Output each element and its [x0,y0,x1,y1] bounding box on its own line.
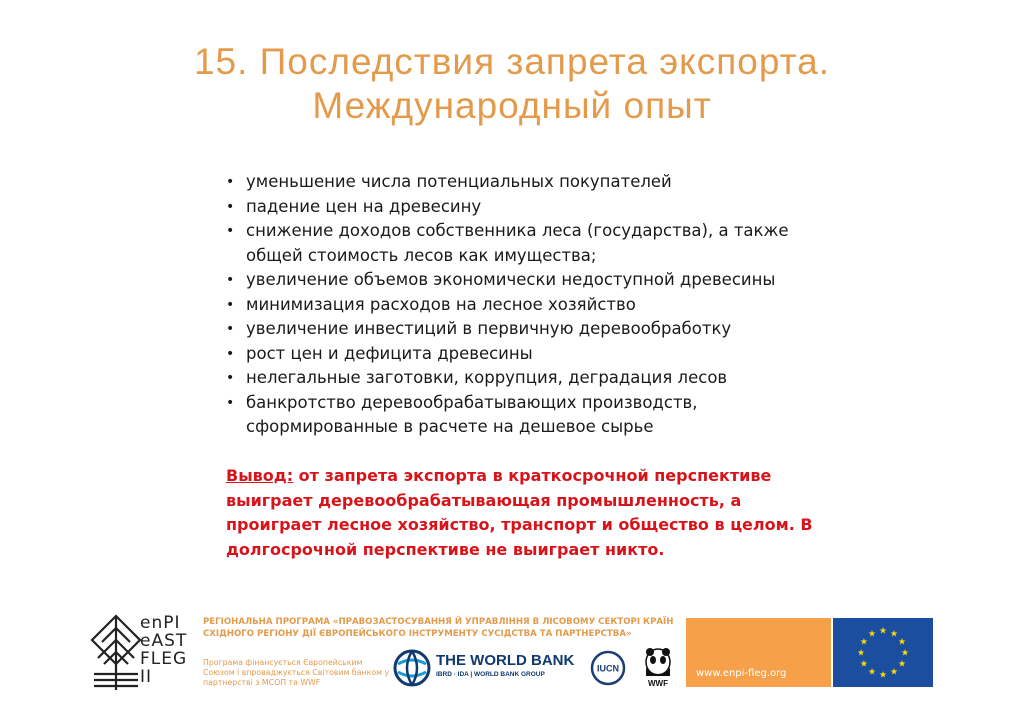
bullet-icon: • [226,223,235,239]
list-item: • нелегальные заготовки, коррупция, деградация лесов [226,366,806,391]
list-item: • банкротство деревообрабатывающих производств, сформированные в расчете на дешевое сырье [226,392,698,436]
eu-star-icon: ★ [867,629,877,640]
list-item: • увеличение инвестиций в первичную деревообработку [226,317,806,342]
bullet-icon: • [226,321,235,337]
slide-title-line-1: 15. Последствия запрета экспорта. [193,41,831,82]
conclusion [226,464,826,562]
eu-star-icon: ★ [859,637,868,648]
conclusion-text: от запрета экспорта в краткосрочной перспективе выиграет деревообрабатывающая промышленность, а проиграет лесное хозяйство, транспорт и общество в целом. В долгосрочной перспективе не выиграет никто. [226,466,813,559]
list-item: • рост цен и дефицита древесины [226,342,806,367]
program-subtitle: Програма фінансується Європейським Союзом і впроваджується Світовим банком у партнерстві з МСОП та WWF [203,658,390,687]
bullet-icon: • [226,296,235,313]
bullet-icon: • [226,394,235,411]
bullet-icon: • [226,174,235,190]
slide-title-line-2: Международный опыт [312,85,712,126]
list-item: • минимизация расходов на лесное хозяйство [226,293,806,318]
eu-star-icon: ★ [889,667,899,678]
enpi-fleg-logo-text: enPI eAST FLEG II [140,613,188,687]
world-bank-globe-icon [392,648,432,688]
iucn-label: IUCN [597,663,619,674]
eu-star-icon: ★ [898,659,907,670]
list-item: • падение цен на древесину [226,195,806,220]
program-title: РЕГІОНАЛЬНА ПРОГРАМА «ПРАВОЗАСТОСУВАННЯ Й УПРАВЛІННЯ В ЛІСОВОМУ СЕКТОРІ КРАЇН СХІДНОГО РЕГІОНУ ДІЇ ЄВРОПЕЙСЬКОГО ІНСТРУМЕНТУ СУСІДСТВА ТА ПАРТНЕРСТВА» [203,617,674,639]
bullet-icon: • [226,370,235,386]
eu-star-icon: ★ [889,629,899,640]
world-bank-subtitle: IBRD · IDA | WORLD BANK GROUP [436,671,545,678]
conclusion-label: Вывод: [226,466,294,485]
eu-star-icon: ★ [878,670,888,681]
slide-title [0,40,1024,128]
website-link[interactable]: www.enpi-fleg.org [696,668,787,679]
eu-star-icon: ★ [878,626,888,637]
eu-star-icon: ★ [859,659,868,670]
eu-star-icon: ★ [867,667,877,678]
footer [0,600,1024,710]
list-item: • увеличение объемов экономически недоступной древесины [226,268,806,293]
list-item: • снижение доходов собственника леса (государства), а также общей стоимость лесов как имущества; [226,221,789,265]
bullet-icon: • [226,272,235,288]
wwf-panda-icon [642,646,674,688]
consequences-list [226,170,806,440]
iucn-logo-icon [590,650,626,686]
eu-star-icon: ★ [898,637,907,648]
list-item: • уменьшение числа потенциальных покупателей [226,170,806,195]
eu-star-icon: ★ [900,648,910,659]
world-bank-name: THE WORLD BANK [436,652,575,669]
wwf-label: WWF [648,679,668,688]
bullet-icon: • [226,198,235,215]
eu-star-icon: ★ [856,648,866,659]
bullet-icon: • [226,345,235,362]
eu-flag-icon [833,618,933,687]
